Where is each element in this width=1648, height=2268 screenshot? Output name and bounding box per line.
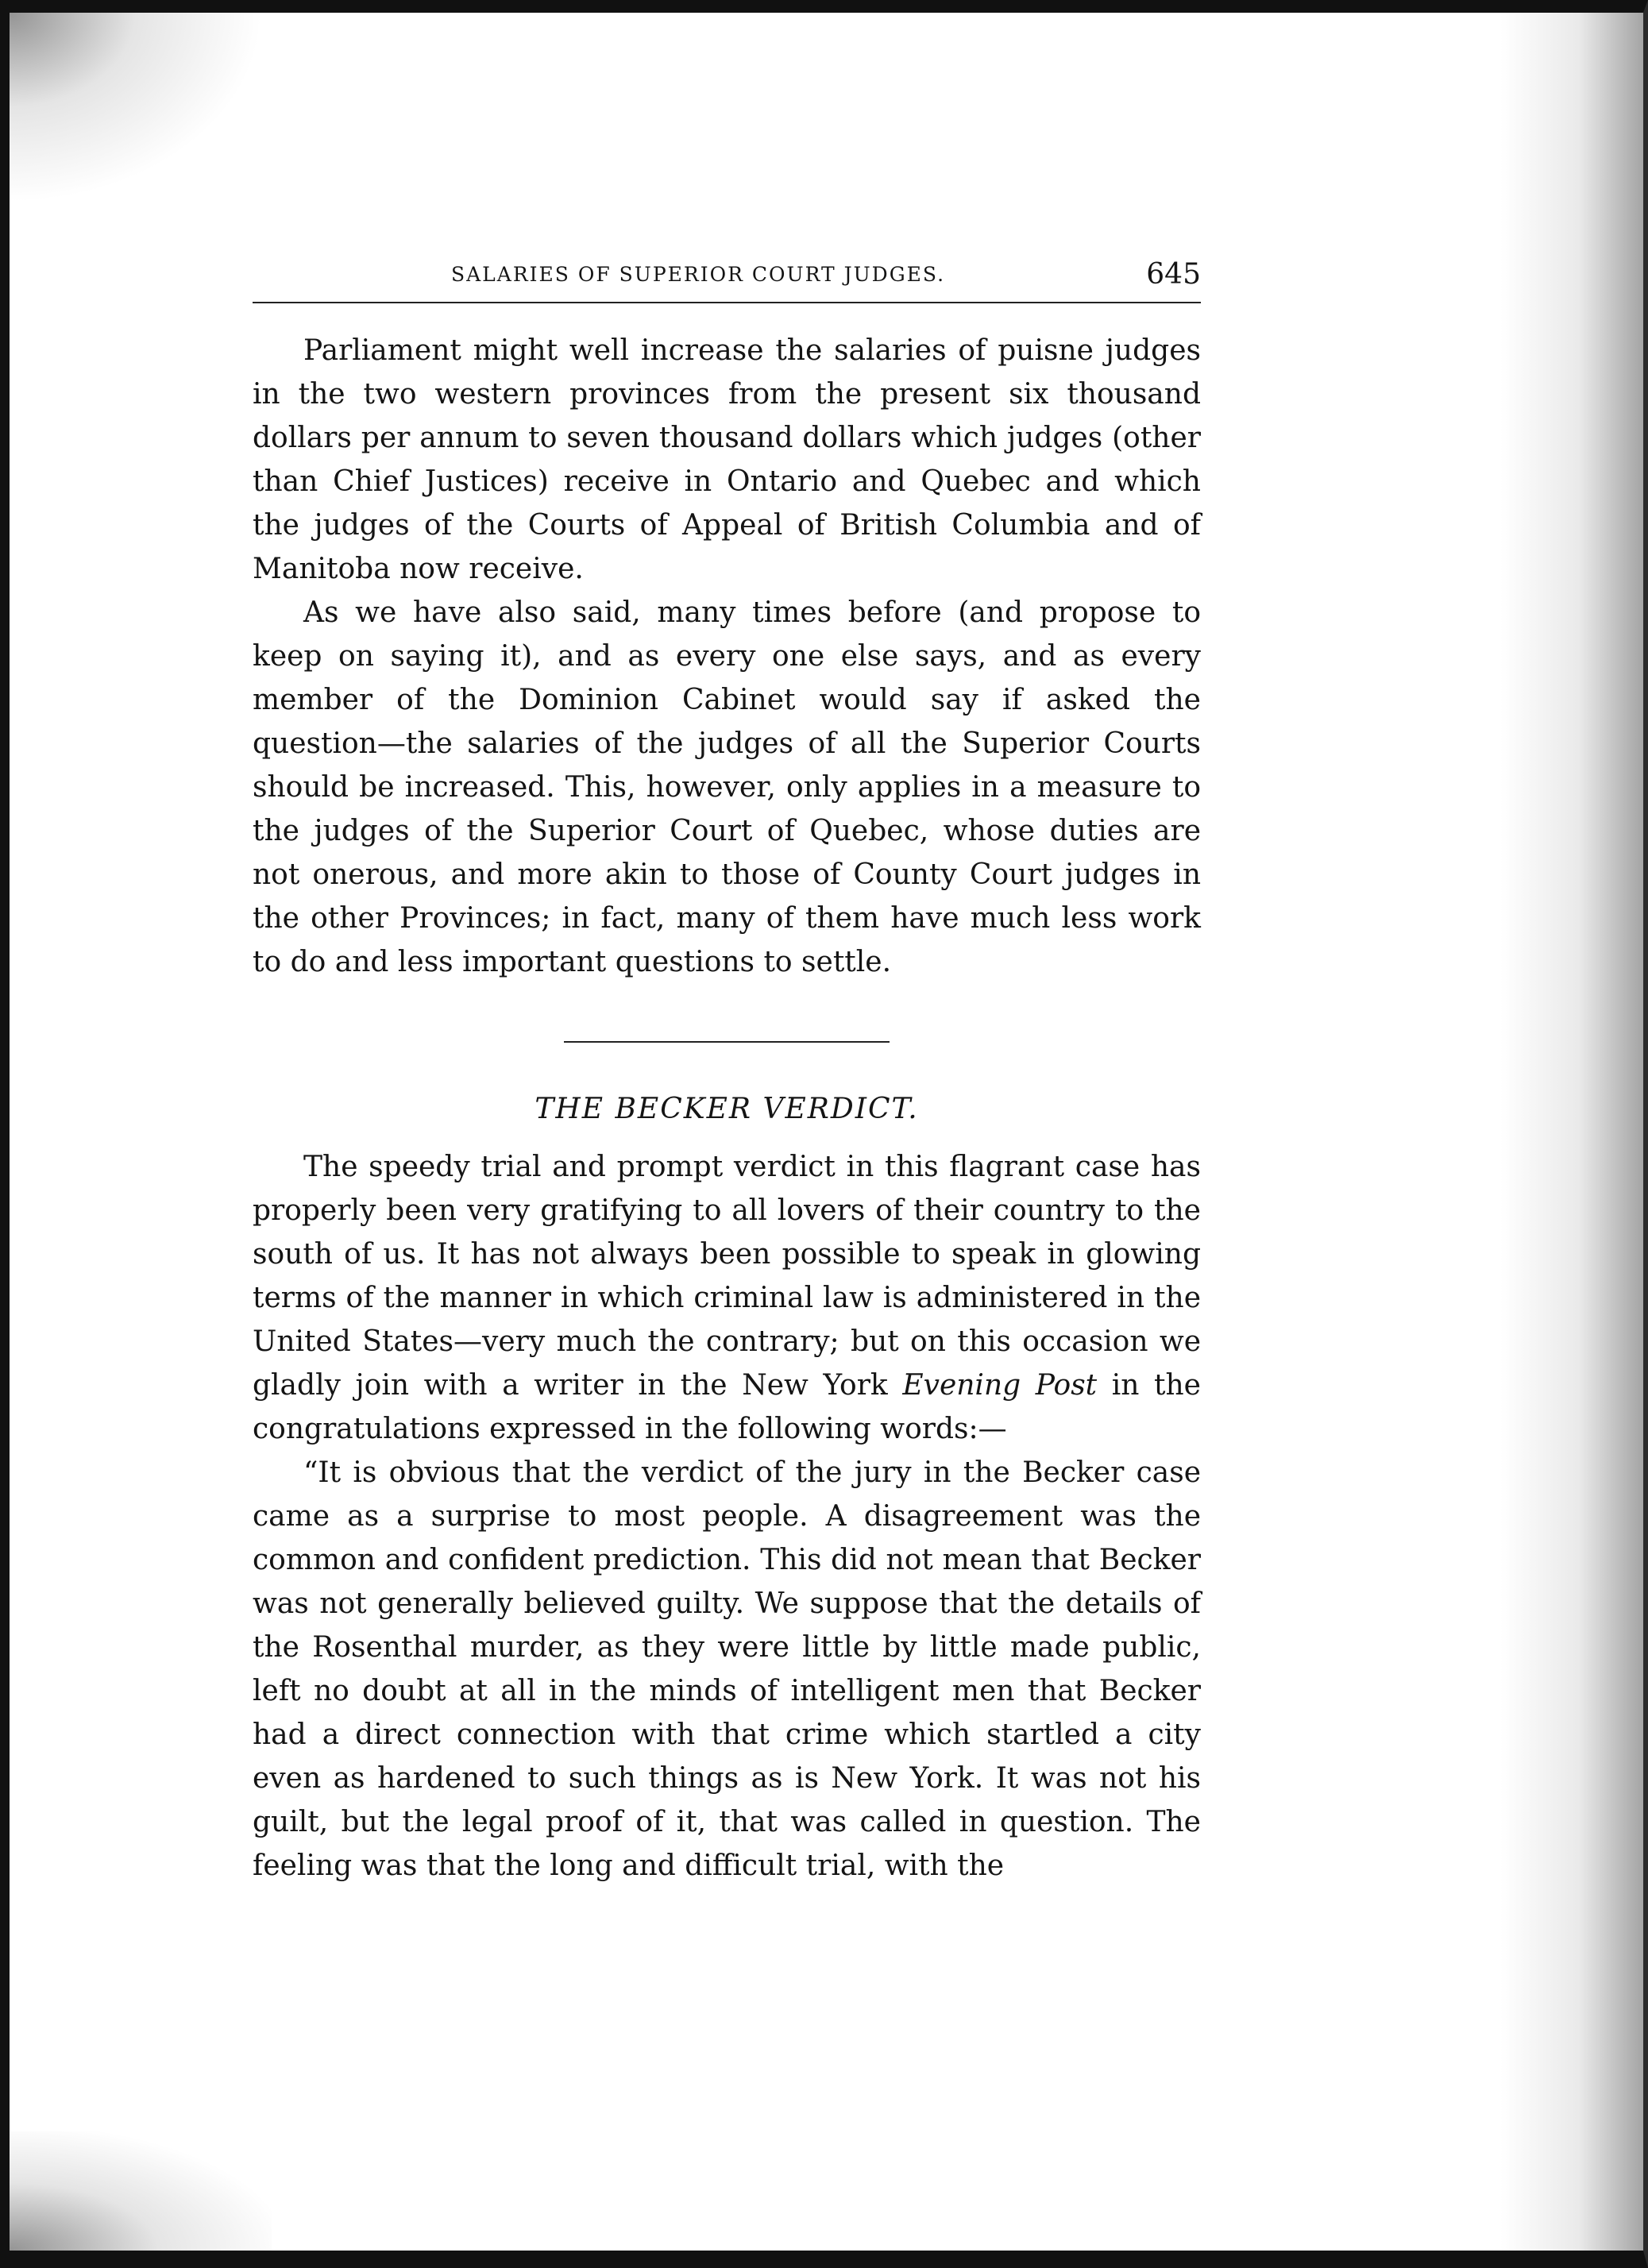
scan-shadow-right-edge — [1500, 13, 1643, 2251]
scan-shadow-top-left — [10, 13, 264, 203]
paragraph-becker-quote: “It is obvious that the verdict of the jury in the Becker case came as a surprise to most people. A disagreement was the common and confident prediction. This did not mean that Becker was not generally believed guilty. We suppose that the details of the Rosenthal murder, as they were little by little made public, left no doubt at all in the minds of intelligent men that Becker had a direct connection with that crime which startled a city even as hardened to such things as is New York. It was not his guilt, but the legal proof of it, that was called in question. The feeling was that the long and difficult trial, with the — [253, 1456, 1201, 1882]
header-rule — [253, 302, 1201, 303]
running-title: SALARIES OF SUPERIOR COURT JUDGES. — [451, 263, 946, 286]
salaries-section — [253, 329, 1201, 984]
section-heading: THE BECKER VERDICT. — [535, 1093, 919, 1125]
newspaper-title: Evening Post — [902, 1369, 1098, 1402]
section-divider — [564, 1041, 890, 1043]
paragraph-becker-intro — [253, 1145, 1201, 1451]
book-page — [253, 253, 1201, 1888]
becker-verdict-section — [253, 1087, 1201, 1888]
paragraph-salaries-increase: Parliament might well increase the salaries of puisne judges in the two western provinces from the present six thousand dollars per annum to seven thousand dollars which judges (other than Chief Justices) receive in Ontario and Quebec and which the judges of the Courts of Appeal of British Columbia and of Manitoba now receive. — [253, 334, 1201, 585]
page-number: 645 — [1146, 258, 1201, 291]
scan-shadow-bottom-left — [10, 2131, 272, 2251]
intro-text-after: in the congratulations expressed in the following words:— — [253, 1369, 1201, 1445]
intro-text-before: The speedy trial and prompt verdict in this flagrant case has properly been very gratifying to all lovers of their country to the south of us. It has not always been possible to speak in glowing terms of the manner in which criminal law is administered in the United States—very much the contrary; but on this occasion we gladly join with a writer in the New York — [253, 1151, 1201, 1402]
paragraph-salaries-repeated: As we have also said, many times before (and propose to keep on saying it), and as every one else says, and as every member of the Dominion Cabinet would say if asked the question—the salaries of the judges of all the Superior Courts should be increased. This, however, only applies in a measure to the judges of the Superior Court of Quebec, whose duties are not onerous, and more akin to those of County Court judges in the other Provinces; in fact, many of them have much less work to do and less important questions to settle. — [253, 596, 1201, 978]
running-head — [253, 253, 1201, 297]
